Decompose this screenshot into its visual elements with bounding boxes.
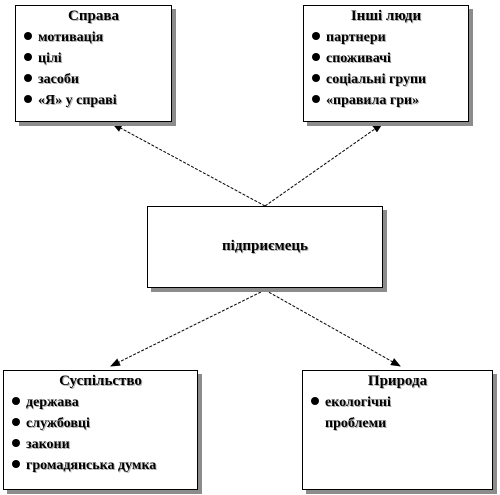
arrow-to-suspilstvo <box>111 290 265 366</box>
node-suspilstvo <box>3 370 198 490</box>
node-inshi-liudy-list <box>304 27 468 111</box>
bullet-icon <box>12 418 20 426</box>
list-item: партнери <box>312 27 468 48</box>
bullet-icon <box>312 74 320 82</box>
bullet-icon <box>24 53 32 61</box>
node-sprava <box>15 5 172 122</box>
node-sprava-list <box>16 27 171 111</box>
bullet-icon <box>312 32 320 40</box>
bullet-icon <box>24 95 32 103</box>
arrow-to-sprava <box>113 124 265 206</box>
bullet-icon <box>24 32 32 40</box>
list-item: екологічні проблеми <box>311 392 492 434</box>
list-item: споживачі <box>312 48 468 69</box>
bullet-icon <box>24 74 32 82</box>
node-inshi-liudy-title: Інші люди <box>350 8 422 24</box>
list-item: засоби <box>24 69 171 90</box>
node-inshi-liudy <box>303 5 469 122</box>
node-pidpryiemets-label: підприємець <box>222 238 308 254</box>
list-item: «правила гри» <box>312 90 468 111</box>
bullet-icon <box>12 439 20 447</box>
node-suspilstvo-title: Суспільство <box>59 373 142 389</box>
bullet-icon <box>312 53 320 61</box>
node-pryroda-title: Природа <box>367 373 428 389</box>
list-item: службовці <box>12 413 197 434</box>
bullet-icon <box>311 397 319 405</box>
bullet-icon <box>12 397 20 405</box>
bullet-icon <box>312 95 320 103</box>
node-suspilstvo-list <box>4 392 197 476</box>
list-item: держава <box>12 392 197 413</box>
node-sprava-title: Справа <box>68 8 119 24</box>
list-item: закони <box>12 434 197 455</box>
node-pryroda-list <box>303 392 492 434</box>
list-item: цілі <box>24 48 171 69</box>
list-item: мотивація <box>24 27 171 48</box>
arrow-to-inshi-liudy <box>265 124 382 206</box>
list-item: громадянська думка <box>12 455 197 476</box>
arrow-to-pryroda <box>265 290 400 366</box>
node-pryroda <box>302 370 493 490</box>
bullet-icon <box>12 460 20 468</box>
list-item: соціальні групи <box>312 69 468 90</box>
list-item: «Я» у справі <box>24 90 171 111</box>
node-pidpryiemets <box>147 206 383 288</box>
